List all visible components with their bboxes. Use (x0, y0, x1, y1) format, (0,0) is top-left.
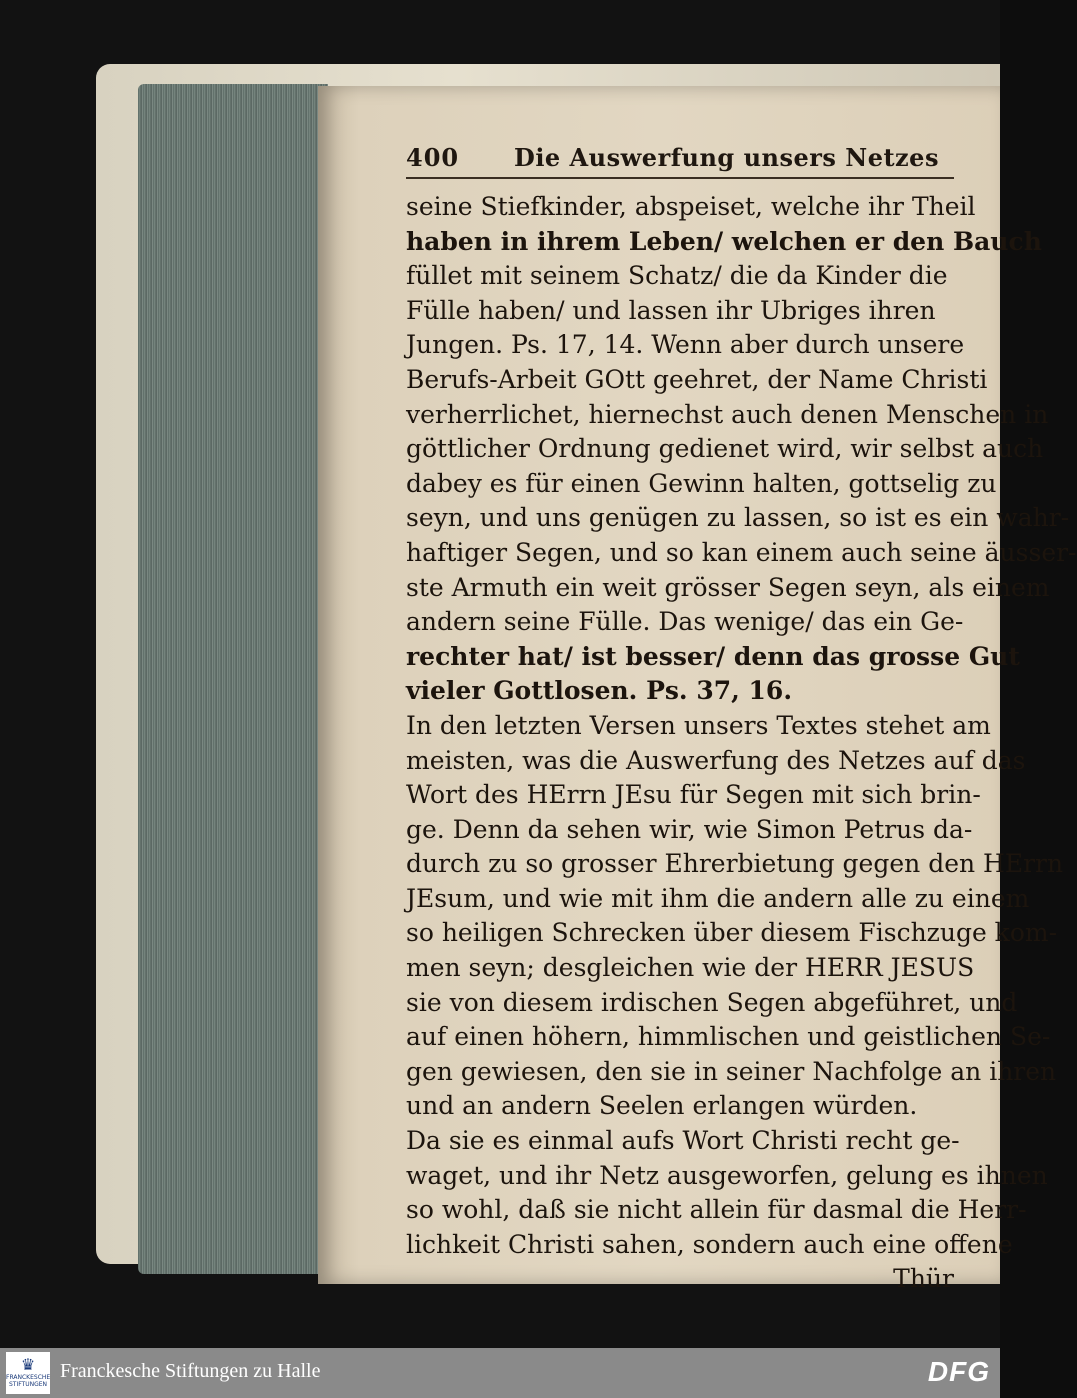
text-line: lichkeit Christi sahen, sondern auch eine offene (406, 1229, 1013, 1259)
text-line: verherrlichet, hiernechst auch denen Menschen in (406, 399, 1049, 429)
text-line: andern seine Fülle. Das wenige/ das ein Ge- (406, 607, 964, 637)
dfg-logo: DFG (927, 1356, 990, 1387)
logo-text: FRANCKESCHE STIFTUNGEN (6, 1374, 51, 1388)
text-line: seyn, und uns genügen zu lassen, so ist es ein wahr- (406, 503, 1070, 533)
text-line: rechter hat/ ist besser/ denn das grosse Gut (406, 641, 1020, 671)
text-line: vieler Gottlosen. Ps. 37, 16. (406, 676, 793, 706)
text-line: seine Stiefkinder, abspeiset, welche ihr Theil (406, 192, 976, 221)
running-head: Die Auswerfung unsers Netzes (514, 143, 939, 172)
logo-emblem-icon: ♛ (20, 1355, 36, 1374)
text-line: und an andern Seelen erlangen würden. (406, 1091, 918, 1121)
institution-logo (6, 1352, 50, 1394)
text-line: waget, und ihr Netz ausgeworfen, gelung es ihnen (406, 1160, 1048, 1190)
text-line: meisten, was die Auswerfung des Netzes auf das (406, 745, 1026, 775)
text-line: JEsum, und wie mit ihm die andern alle zu einem (406, 883, 1030, 913)
text-line: ste Armuth ein weit grösser Segen seyn, als einem (406, 572, 1050, 602)
text-line: Da sie es einmal aufs Wort Christi recht ge- (406, 1126, 960, 1156)
text-line: gen gewiesen, den sie in seiner Nachfolge an ihren (406, 1056, 1057, 1086)
text-line: men seyn; desgleichen wie der HERR JESUS (406, 953, 975, 983)
text-line: Fülle haben/ und lassen ihr Ubriges ihren (406, 295, 936, 325)
body-text (406, 190, 1077, 1297)
text-line: durch zu so grosser Ehrerbietung gegen den HErrn (406, 849, 1064, 879)
page-header (406, 143, 954, 179)
text-line: In den letzten Versen unsers Textes stehet am (406, 710, 991, 740)
institution-name: Franckesche Stiftungen zu Halle (60, 1360, 321, 1382)
text-line: sie von diesem irdischen Segen abgeführet, und (406, 987, 1018, 1017)
text-line: dabey es für einen Gewinn halten, gottselig zu (406, 468, 997, 498)
text-line: so wohl, daß sie nicht allein für dasmal die Herr- (406, 1195, 1027, 1225)
text-line: Berufs-Arbeit GOtt geehret, der Name Christi (406, 364, 988, 394)
text-line: haftiger Segen, und so kan einem auch seine äusser- (406, 537, 1077, 567)
text-line: ge. Denn da sehen wir, wie Simon Petrus da- (406, 814, 973, 844)
catchword: Thür (893, 1264, 954, 1294)
text-line: Jungen. Ps. 17, 14. Wenn aber durch unsere (406, 330, 965, 360)
text-line: göttlicher Ordnung gedienet wird, wir selbst auch (406, 434, 1044, 464)
text-line: auf einen höhern, himmlischen und geistlichen Se- (406, 1022, 1051, 1052)
text-line: haben in ihrem Leben/ welchen er den Bauch (406, 226, 1042, 256)
footer-bar (0, 1348, 1000, 1398)
text-line: so heiligen Schrecken über diesem Fischzuge kom- (406, 918, 1058, 948)
text-line: Wort des HErrn JEsu für Segen mit sich brin- (406, 780, 981, 810)
text-line: füllet mit seinem Schatz/ die da Kinder die (406, 261, 948, 291)
page-number: 400 (406, 143, 460, 172)
page-edges (138, 84, 328, 1274)
